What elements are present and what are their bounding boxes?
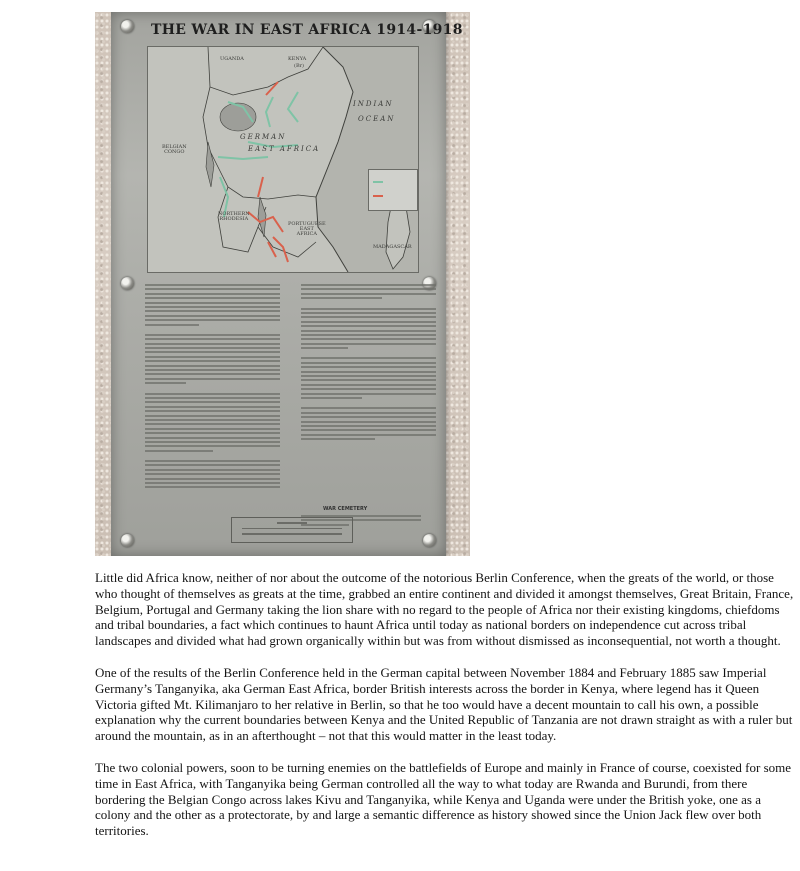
plaque-text-left <box>145 284 280 491</box>
map-label-ocean: OCEAN <box>358 115 396 123</box>
legend-german <box>373 194 386 198</box>
map-drawing <box>148 47 418 272</box>
article-paragraph-2: One of the results of the Berlin Conference held in the German capital between November 1884 and February 1885 saw Imperial Germany’s Tanganyika, aka German East Africa, border British interests across the border in Kenya, where legend has it Queen Victoria gifted Mt. Kilimanjaro to her relative in Berlin, so that he too would have a decent mountain to call his own, a possible explanation why the current boundaries between Kenya and the United Republic of Tanzania are not drawn straight as with a ruler but around the mountain, as in an afterthought – not that this would matter in the least today. <box>95 664 793 744</box>
screw-icon <box>423 534 436 547</box>
plaque-text-right <box>301 284 436 443</box>
map-label-madagascar: MADAGASCAR <box>373 244 412 250</box>
article-paragraph-3: The two colonial powers, soon to be turning enemies on the battlefields of Europe and mainly in France of course, coexisted for some time in East Africa, with Tanganyika being German controlled all the way to what today are Rwanda and Burundi, from there bordering the Belgian Congo across lakes Kivu and Tanganyika, while Kenya and Uganda were under the British yoke, one as a colony and the other as a protectorate, by and large a semantic difference as history showed since the Union Jack flew over both territories. <box>95 759 792 839</box>
article-paragraph-1: Little did Africa know, neither of nor about the outcome of the notorious Berlin Conference, when the greats of the world, or those who thought of themselves as greats at the time, grabbed an entire continent and divided it amongst themselves, Great Britain, France, Belgium, Portugal and Germany taking the lion share with no regard to the people of Africa nor their existing kingdoms, chiefdoms and tribal boundaries, a fact which continues to haunt Africa until today as national borders on independence cut across tribal landscapes and divided what had grown organically within but was from without dismissed as inconsequential, not worth a thought. <box>95 570 794 649</box>
memorial-plaque <box>111 12 463 556</box>
screw-icon <box>121 277 134 290</box>
map-label-east-africa: EAST AFRICA <box>248 145 321 153</box>
legend-allied <box>373 180 386 184</box>
map-label-german: GERMAN <box>240 133 287 141</box>
screw-icon <box>121 20 134 33</box>
map-legend <box>368 169 418 211</box>
article-body <box>95 570 795 855</box>
map-label-kenya: KENYA <box>288 56 307 62</box>
map-label-portuguese: PORTUGUESE EAST AFRICA <box>288 221 326 237</box>
cemetery-heading: WAR CEMETERY <box>323 506 368 512</box>
map-label-belgian-congo: BELGIAN CONGO <box>162 144 187 155</box>
east-africa-map <box>147 46 419 273</box>
map-label-indian: INDIAN <box>353 100 394 108</box>
plaque-title: THE WAR IN EAST AFRICA 1914-1918 <box>151 22 463 38</box>
map-label-uganda: UGANDA <box>220 56 244 62</box>
screw-icon <box>121 534 134 547</box>
map-label-northern-rhodesia: NORTHERN RHODESIA <box>218 211 250 222</box>
map-label-kenya-sub: (Br) <box>294 63 304 69</box>
plaque-inscription-box <box>231 517 353 543</box>
memorial-photo <box>95 12 470 556</box>
